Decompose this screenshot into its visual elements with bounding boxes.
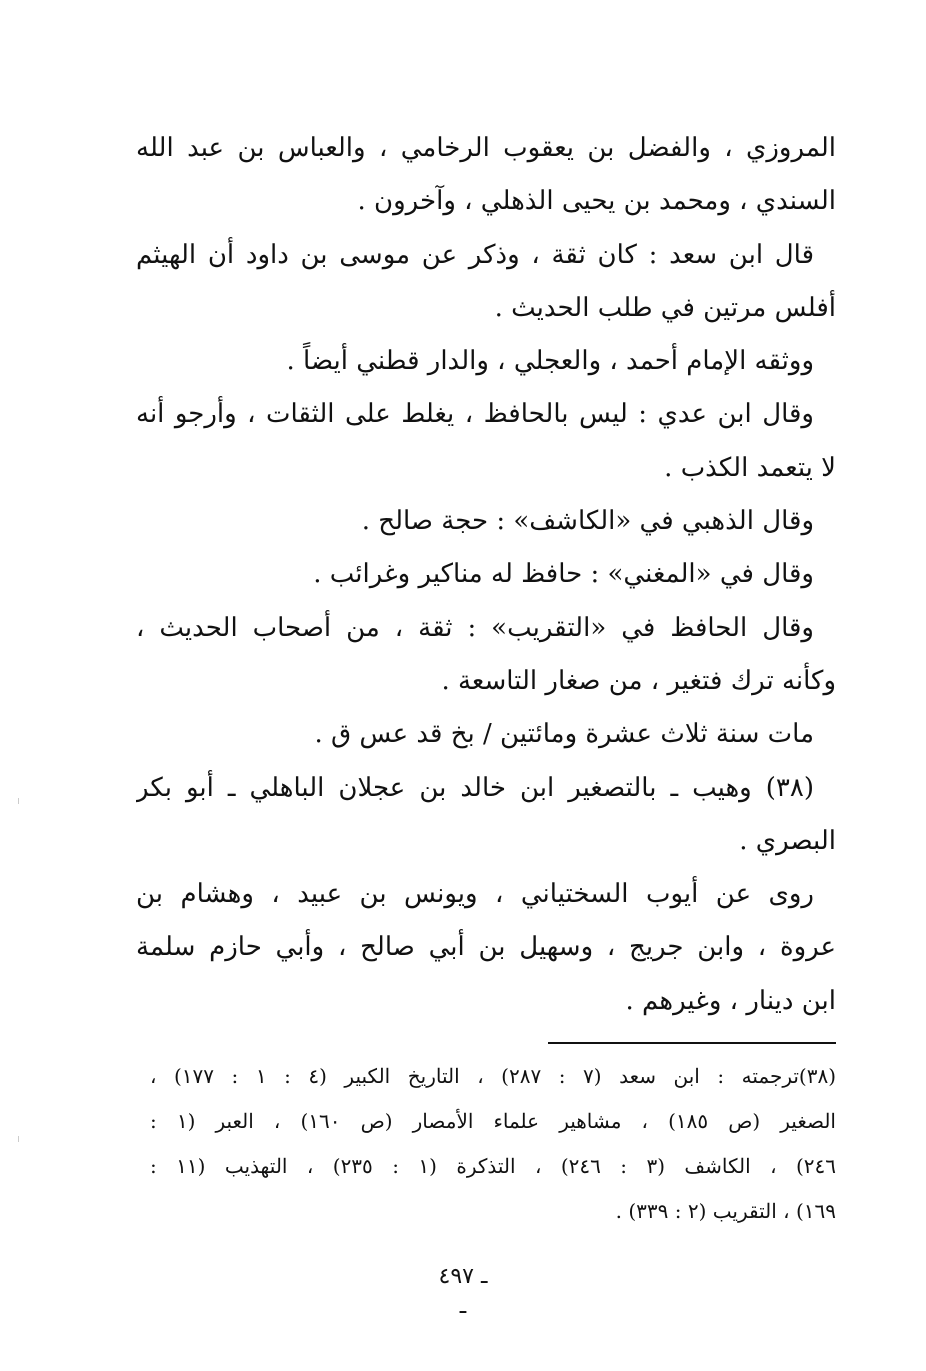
- text-line: السندي ، ومحمد بن يحيى الذهلي ، وآخرون .: [357, 186, 836, 217]
- text-line: ابن دينار ، وغيرهم .: [625, 985, 836, 1016]
- text-line: وكأنه ترك فتغير ، من صغار التاسعة .: [441, 665, 836, 696]
- text-line: مات سنة ثلاث عشرة ومائتين / بخ قد عس ق .: [314, 719, 814, 750]
- text-line: ووثقه الإمام أحمد ، والعجلي ، والدار قطني أيضاً .: [286, 346, 814, 377]
- text-line: وقال ابن عدي : ليس بالحافظ ، يغلط على الثقات ، وأرجو أنه: [136, 399, 814, 430]
- text-line: البصري .: [739, 825, 836, 856]
- scan-edge-mark: [18, 798, 19, 804]
- text-line: المروزي ، والفضل بن يعقوب الرخامي ، والعباس بن عبد الله: [136, 133, 836, 163]
- text-line: وقال الذهبي في «الكاشف» : حجة صالح .: [361, 506, 814, 537]
- text-line: روى عن أيوب السختياني ، ويونس بن عبيد ، وهشام بن: [136, 879, 814, 910]
- text-line: وقال الحافظ في «التقريب» : ثقة ، من أصحاب الحديث ،: [136, 612, 814, 643]
- footnote-line: ٢٤٦) ، الكاشف (٣ : ٢٤٦) ، التذكرة (١ : ٢٣٥) ، التهذيب (١١ :: [150, 1154, 836, 1178]
- text-line: عروة ، وابن جريج ، وسهيل بن أبي صالح ، وأبي حازم سلمة: [136, 932, 836, 963]
- text-line: قال ابن سعد : كان ثقة ، وذكر عن موسى بن داود أن الهيثم: [136, 239, 814, 270]
- text-line: وقال في «المغني» : حافظ له مناكير وغرائب .: [313, 559, 814, 590]
- entry-heading: (٣٨) وهيب ـ بالتصغير ابن خالد بن عجلان الباهلي ـ أبو بكر: [136, 772, 814, 803]
- main-text: [136, 122, 836, 1028]
- scan-edge-mark: [18, 1136, 19, 1142]
- footnotes: [150, 1054, 836, 1234]
- footnote-line: ١٦٩) ، التقريب (٢ : ٣٣٩) .: [615, 1199, 836, 1223]
- footnote-line: الصغير (ص ١٨٥) ، مشاهير علماء الأمصار (ص ١٦٠) ، العبر (١ :: [150, 1109, 836, 1133]
- text-line: لا يتعمد الكذب .: [664, 452, 836, 483]
- footnote-line: (٣٨)ترجمته : ابن سعد (٧ : ٢٨٧) ، التاريخ الكبير (٤ : ١ : ١٧٧) ،: [150, 1064, 836, 1088]
- footnote-divider: [548, 1042, 836, 1044]
- page-number: ـ ٤٩٧ ـ: [438, 1264, 488, 1319]
- text-line: أفلس مرتين في طلب الحديث .: [494, 292, 836, 323]
